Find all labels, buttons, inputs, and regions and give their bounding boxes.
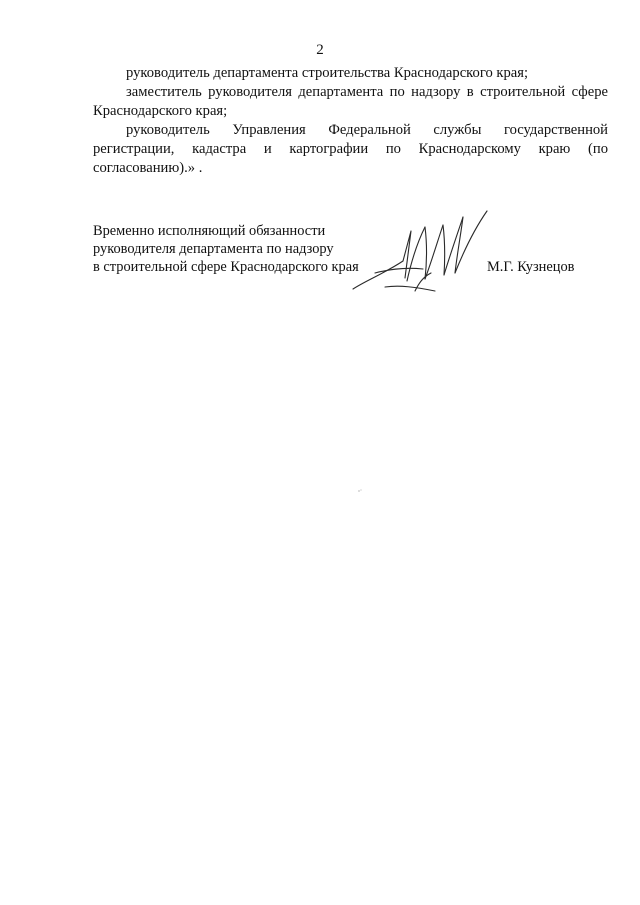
document-body xyxy=(93,64,608,178)
signatory-title-line: в строительной сфере Краснодарского края xyxy=(93,259,359,275)
paragraph-rosreestr-head: руководитель Управления Федеральной службы государственной регистрации, кадастра и картографии по Краснодарскому краю (по согласованию).» . xyxy=(93,122,608,176)
page-number: 2 xyxy=(316,42,324,58)
signatory-title-line: Временно исполняющий обязанности xyxy=(93,223,326,239)
handwritten-signature xyxy=(345,203,495,298)
signatory-title-line: руководителя департамента по надзору xyxy=(93,241,334,257)
paragraph-deputy-head: заместитель руководителя департамента по надзору в строительной сфере Краснодарского края; xyxy=(93,84,608,119)
scan-speck xyxy=(357,488,363,494)
signatory-name: М.Г. Кузнецов xyxy=(487,259,575,275)
paragraph-construction-head: руководитель департамента строительства Краснодарского края; xyxy=(126,65,529,81)
